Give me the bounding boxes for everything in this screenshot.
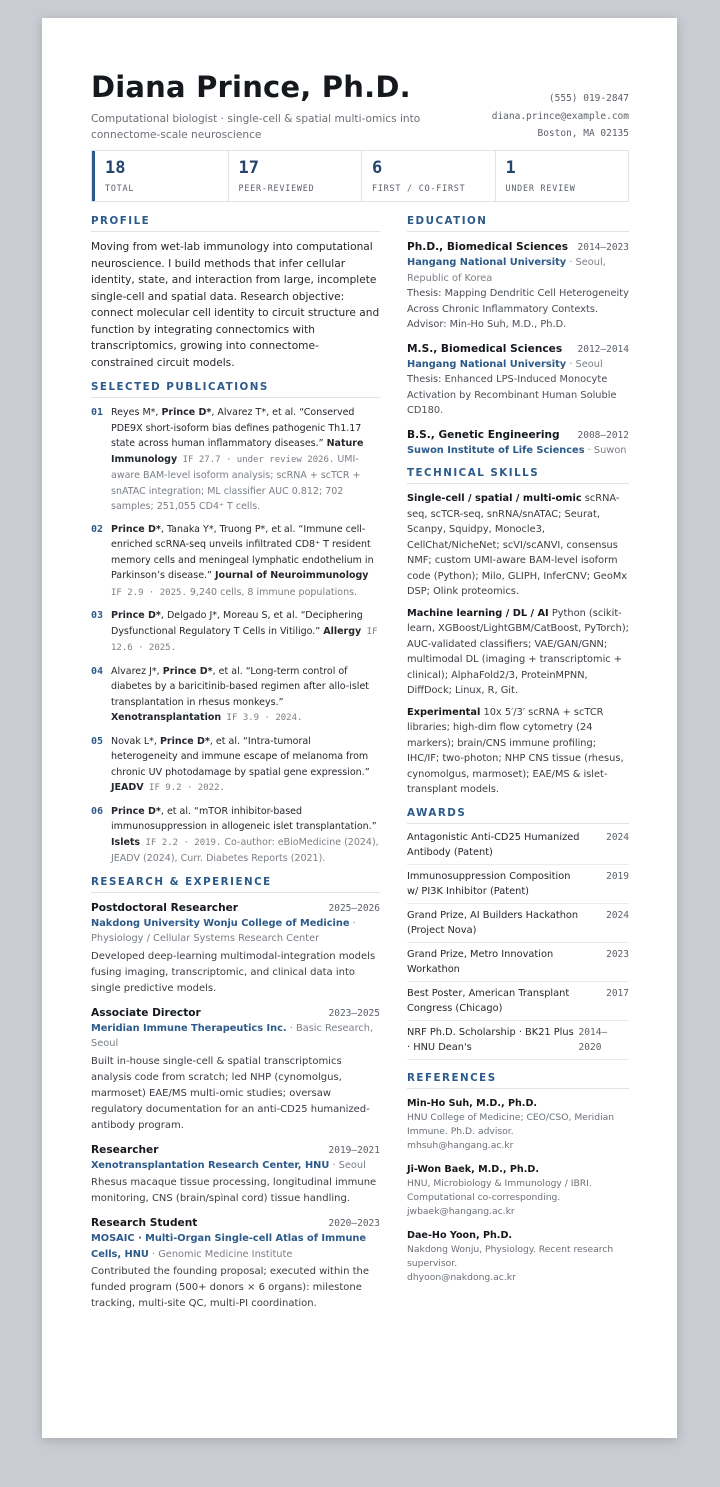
stat-value: 1 bbox=[505, 158, 516, 178]
organization-detail: · Basic Research, Seoul bbox=[91, 1022, 374, 1049]
role-title: Researcher bbox=[91, 1143, 159, 1156]
skill-group bbox=[407, 491, 629, 600]
education-detail: Thesis: Mapping Dendritic Cell Heterogeneity Across Chronic Inflammatory Contexts. bbox=[407, 288, 629, 315]
citation-self-author: Prince D* bbox=[161, 407, 212, 418]
stat-label: PEER-REVIEWED bbox=[238, 183, 315, 193]
date-range: 2008–2012 bbox=[577, 429, 629, 441]
awards-list bbox=[407, 826, 629, 1060]
entry-head bbox=[407, 341, 629, 357]
citation-authors-pre: Reyes M*, bbox=[111, 407, 162, 418]
citation-meta: IF 2.9 · 2025. bbox=[111, 587, 187, 598]
reference-detail: Computational co-corresponding. bbox=[407, 1191, 561, 1203]
citation-meta: IF 12.6 · 2025. bbox=[111, 626, 378, 653]
date-range: 2019–2021 bbox=[328, 1144, 380, 1156]
award-year: 2024 bbox=[606, 831, 629, 843]
role-description: Built in-house single-cell & spatial transcriptomics analysis code from scratch; led NHP (cynomolgus, marmoset) EAE/MS multi-omic studies; oversaw regulatory documentation for an anti-CD25 humanized-antibody program. bbox=[91, 1055, 370, 1131]
reference-detail: HNU, Microbiology & Immunology / IBRI. bbox=[407, 1177, 592, 1189]
award-name: Immunosuppression Composition w/ PI3K Inhibitor (Patent) bbox=[407, 870, 571, 897]
location: Boston, MA 02135 bbox=[537, 128, 629, 139]
reference-name: Dae-Ho Yoon, Ph.D. bbox=[407, 1229, 513, 1241]
citation-journal: Allergy bbox=[323, 625, 362, 637]
experience-list bbox=[91, 900, 380, 1313]
education-entry bbox=[407, 341, 629, 419]
citation-note: 9,240 cells, 8 immune populations. bbox=[186, 586, 358, 598]
education-list bbox=[407, 239, 629, 458]
citation-meta: IF 3.9 · 2024. bbox=[221, 713, 303, 723]
citation-title: , et al. “Intra-tumoral heterogeneity and immune escape of melanoma from chronic UV photodamage by spatial gene expression.” bbox=[111, 735, 370, 778]
reference-detail: supervisor. bbox=[407, 1257, 458, 1269]
stat-label: TOTAL bbox=[105, 183, 135, 193]
education-entry bbox=[407, 427, 629, 459]
degree-title: Ph.D., Biomedical Sciences bbox=[407, 241, 569, 253]
organization-detail: · Physiology / Cellular Systems Research Center bbox=[91, 917, 356, 944]
citation-authors-pre: Novak L*, bbox=[111, 735, 160, 747]
publication-number: 01 bbox=[91, 407, 104, 418]
award-year: 2014–2020 bbox=[578, 1026, 608, 1053]
award-item bbox=[407, 943, 629, 982]
role-description: Rhesus macaque tissue processing, longitudinal immune monitoring, CNS (brain/spinal cord) tissue handling. bbox=[91, 1177, 377, 1204]
publication-item bbox=[91, 522, 380, 602]
reference-item bbox=[407, 1096, 629, 1153]
stat-under-review bbox=[495, 151, 629, 201]
organization bbox=[91, 1231, 380, 1262]
organization bbox=[91, 916, 380, 947]
award-year: 2024 bbox=[606, 909, 629, 921]
publication-item bbox=[91, 804, 380, 867]
skill-group bbox=[407, 606, 629, 699]
profile-text: Moving from wet-lab immunology into computational neuroscience. I build methods that infer cellular identity, state, and interaction from large, incomplete single-cell and spatial data. Research objective: connect molecular cell identity to circuit structure and function by integrating connectomics with transcriptomics, growing into connectome-constrained circuit models. bbox=[91, 241, 380, 369]
degree-title: M.S., Biomedical Sciences bbox=[407, 342, 563, 355]
stat-label: FIRST / CO-FIRST bbox=[372, 183, 466, 193]
publication-citation bbox=[111, 734, 380, 797]
phone: (555) 019-2847 bbox=[548, 93, 629, 104]
education-entry bbox=[407, 239, 629, 333]
skill-text: scRNA-seq, scTCR-seq, snRNA/snATAC; Seurat, Scanpy, Squidpy, Monocle3, CellChat/NicheNet; scVI/scANVI, consensus NMF; custom UMI-aware BAM-level isoform code (Python); Milo, GLIPH, InferCNV; GeoMx DSP; Olink proteomics. bbox=[407, 493, 628, 597]
publication-item bbox=[91, 664, 380, 727]
experience-entry bbox=[91, 1142, 380, 1208]
skills-heading: TECHNICAL SKILLS bbox=[407, 467, 629, 484]
organization bbox=[91, 1021, 380, 1052]
entry-head bbox=[91, 1142, 380, 1158]
institution-name: Hangang National University bbox=[407, 257, 567, 268]
references-heading: REFERENCES bbox=[407, 1072, 629, 1089]
publication-citation bbox=[111, 664, 380, 727]
reference-detail: Immune. Ph.D. advisor. bbox=[407, 1125, 514, 1137]
citation-title: , Delgado J*, Moreau S, et al. “Deciphering Dysfunctional Regulatory T Cells in Vitiligo.” bbox=[111, 610, 363, 637]
institution bbox=[407, 443, 629, 459]
stat-peer-reviewed bbox=[228, 151, 362, 201]
tagline: Computational biologist · single-cell & spatial multi-omics into connectome-scale neuroscience bbox=[91, 113, 421, 141]
publication-number: 05 bbox=[91, 735, 104, 747]
date-range: 2012–2014 bbox=[577, 343, 629, 355]
organization-name: Xenotransplantation Research Center, HNU bbox=[91, 1159, 330, 1171]
skill-label: Single-cell / spatial / multi-omic bbox=[407, 493, 582, 504]
publication-item bbox=[91, 405, 380, 515]
institution-location: · Suwon bbox=[584, 444, 627, 456]
citation-self-author: Prince D* bbox=[111, 523, 161, 535]
citation-note: UMI-aware BAM-level isoform analysis; scRNA + scTCR + snATAC integration; ML classifier AUC 0.812; 702 samples; 251,055 CD4⁺ T cells. bbox=[111, 453, 361, 512]
reference-email[interactable]: dhyoon@nakdong.ac.kr bbox=[407, 1271, 516, 1283]
institution bbox=[407, 357, 629, 373]
publication-list bbox=[91, 405, 380, 867]
stat-value: 6 bbox=[372, 158, 383, 178]
publication-citation bbox=[111, 608, 380, 657]
entry-head bbox=[91, 1005, 380, 1021]
skills-list bbox=[407, 491, 629, 798]
email-link[interactable]: diana.prince@example.com bbox=[491, 110, 629, 122]
experience-heading: RESEARCH & EXPERIENCE bbox=[91, 876, 380, 893]
citation-meta: IF 9.2 · 2022. bbox=[143, 783, 225, 793]
reference-email[interactable]: mhsuh@hangang.ac.kr bbox=[407, 1139, 514, 1151]
role-title: Research Student bbox=[91, 1217, 198, 1229]
award-item bbox=[407, 865, 629, 904]
organization-name: Nakdong University Wonju College of Medicine bbox=[91, 917, 350, 929]
publication-number: 02 bbox=[91, 523, 104, 535]
stat-value: 18 bbox=[105, 158, 126, 178]
date-range: 2020–2023 bbox=[328, 1218, 380, 1229]
contact-block bbox=[492, 90, 629, 143]
stat-value: 17 bbox=[238, 158, 259, 178]
award-year: 2017 bbox=[606, 987, 629, 999]
award-name: NRF Ph.D. Scholarship · BK21 Plus · HNU Dean's bbox=[407, 1026, 574, 1053]
citation-journal: Xenotransplantation bbox=[111, 712, 222, 723]
experience-entry bbox=[91, 900, 380, 997]
award-name: Best Poster, American Transplant Congress (Chicago) bbox=[407, 987, 570, 1014]
citation-meta: IF 2.2 · 2019. bbox=[140, 837, 222, 848]
publication-stats bbox=[91, 150, 629, 202]
resume-page bbox=[42, 18, 677, 1438]
entry-head bbox=[407, 239, 629, 255]
name-block bbox=[91, 70, 421, 143]
date-range: 2023–2025 bbox=[328, 1007, 380, 1019]
citation-journal: Journal of Neuroimmunology bbox=[215, 570, 369, 581]
profile-heading: PROFILE bbox=[91, 215, 380, 232]
date-range: 2025–2026 bbox=[328, 902, 380, 914]
skill-label: Machine learning / DL / AI bbox=[407, 607, 549, 619]
institution bbox=[407, 255, 629, 286]
publication-number: 04 bbox=[91, 665, 104, 677]
award-name: Antagonistic Anti-CD25 Humanized Antibody (Patent) bbox=[407, 831, 580, 858]
organization-detail: · Genomic Medicine Institute bbox=[148, 1248, 293, 1260]
citation-journal: JEADV bbox=[111, 782, 144, 793]
citation-authors-pre: Alvarez J*, bbox=[111, 665, 163, 677]
publication-item bbox=[91, 734, 380, 797]
role-title: Postdoctoral Researcher bbox=[91, 901, 239, 914]
citation-self-author: Prince D* bbox=[111, 610, 161, 621]
publication-citation bbox=[111, 522, 380, 602]
reference-detail: Nakdong Wonju, Physiology. Recent research bbox=[407, 1243, 614, 1255]
reference-item bbox=[407, 1162, 629, 1219]
award-year: 2019 bbox=[606, 870, 629, 882]
entry-head bbox=[91, 1215, 380, 1231]
publication-number: 03 bbox=[91, 610, 104, 621]
award-year: 2023 bbox=[606, 948, 629, 960]
stat-total bbox=[92, 151, 228, 201]
role-title: Associate Director bbox=[91, 1006, 201, 1019]
reference-email[interactable]: jwbaek@hangang.ac.kr bbox=[407, 1205, 515, 1217]
role-description: Contributed the founding proposal; executed within the funded program (500+ donors × 6 organs): milestone tracking, multi-site QC, multi-PI coordination. bbox=[91, 1266, 370, 1309]
publication-number: 06 bbox=[91, 805, 104, 817]
skill-label: Experimental bbox=[407, 706, 481, 718]
citation-title: , et al. “mTOR inhibitor-based immunosuppression in allogeneic islet transplantation.” bbox=[111, 805, 377, 832]
education-detail: Advisor: Min-Ho Suh, M.D., Ph.D. bbox=[407, 319, 567, 330]
publication-citation bbox=[111, 405, 380, 515]
citation-note: Co-author: eBioMedicine (2024), JEADV (2024), Curr. Diabetes Reports (2021). bbox=[111, 836, 379, 864]
entry-head bbox=[91, 900, 380, 916]
reference-detail: HNU College of Medicine; CEO/CSO, Meridian bbox=[407, 1111, 615, 1123]
institution-name: Hangang National University bbox=[407, 358, 567, 370]
skill-group bbox=[407, 705, 629, 798]
citation-self-author: Prince D* bbox=[162, 665, 213, 677]
skill-text: Python (scikit-learn, XGBoost/LightGBM/CatBoost, PyTorch); AUC-validated classifiers; VAE/GAN/GNN; multimodal DL (imaging + transcriptomic + clinical); AlphaFold2/3, ProteinMPNN, DiffDock; Linux, R, Git. bbox=[407, 607, 629, 696]
institution-name: Suwon Institute of Life Sciences bbox=[407, 444, 585, 456]
reference-name: Min-Ho Suh, M.D., Ph.D. bbox=[407, 1097, 538, 1109]
citation-title: , et al. “Long-term control of diabetes by a baricitinib-based regimen after allo-islet transplantation in rhesus monkeys.” bbox=[111, 665, 370, 708]
entry-head bbox=[407, 427, 629, 443]
reference-item bbox=[407, 1228, 629, 1285]
resume-header bbox=[91, 70, 629, 150]
awards-heading: AWARDS bbox=[407, 807, 629, 824]
citation-journal: Islets bbox=[111, 836, 141, 848]
organization-detail: · Seoul bbox=[329, 1159, 366, 1171]
institution-location: · Seoul, Republic of Korea bbox=[407, 257, 606, 284]
publications-heading: SELECTED PUBLICATIONS bbox=[91, 381, 380, 398]
award-item bbox=[407, 904, 629, 943]
citation-title: , Tanaka Y*, Truong P*, et al. “Immune cell-enriched scRNA-seq unveils infiltrated CD8⁺ T resident memory cells and meningeal lymphatic endothelium in Parkinson’s disease.” bbox=[111, 523, 374, 581]
education-heading: EDUCATION bbox=[407, 215, 629, 232]
stat-first-author bbox=[361, 151, 495, 201]
reference-name: Ji-Won Baek, M.D., Ph.D. bbox=[407, 1163, 539, 1175]
award-item bbox=[407, 1021, 629, 1060]
citation-meta: IF 27.7 · under review 2026. bbox=[177, 454, 335, 465]
citation-self-author: Prince D* bbox=[159, 735, 210, 747]
candidate-name: Diana Prince, Ph.D. bbox=[91, 70, 411, 104]
experience-entry bbox=[91, 1005, 380, 1134]
date-range: 2014–2023 bbox=[577, 242, 629, 253]
publication-item bbox=[91, 608, 380, 657]
organization bbox=[91, 1158, 380, 1174]
experience-entry bbox=[91, 1215, 380, 1312]
award-item bbox=[407, 982, 629, 1021]
stat-label: UNDER REVIEW bbox=[505, 183, 576, 193]
education-detail: Thesis: Enhanced LPS-Induced Monocyte Activation by Recombinant Human Soluble CD180. bbox=[407, 374, 617, 416]
role-description: Developed deep-learning multimodal-integration models fusing imaging, transcriptomic, and clinical data into single predictive models. bbox=[91, 950, 376, 994]
left-column bbox=[91, 215, 380, 1320]
citation-self-author: Prince D* bbox=[111, 805, 161, 817]
publication-citation bbox=[111, 804, 380, 867]
references-list bbox=[407, 1096, 629, 1285]
resume-columns bbox=[91, 215, 629, 1320]
organization-name: MOSAIC · Multi-Organ Single-cell Atlas of Immune Cells, HNU bbox=[91, 1233, 367, 1260]
degree-title: B.S., Genetic Engineering bbox=[407, 428, 560, 441]
right-column bbox=[407, 215, 629, 1320]
skill-text: 10x 5′/3′ scRNA + scTCR libraries; high-dim flow cytometry (24 markers); brain/CNS immune profiling; IHC/IF; two-photon; NHP CNS tissue (rhesus, cynomolgus, marmoset); EAE/MS & islet-transplant models. bbox=[407, 706, 624, 795]
award-name: Grand Prize, AI Builders Hackathon (Project Nova) bbox=[407, 909, 579, 936]
award-item bbox=[407, 826, 629, 865]
citation-journal: Nature Immunology bbox=[111, 438, 364, 465]
citation-title: , Alvarez T*, et al. “Conserved PDE9X short-isoform bias defines pathogenic Th1.17 state across human inflammatory diseases.” bbox=[111, 407, 362, 449]
organization-name: Meridian Immune Therapeutics Inc. bbox=[91, 1022, 287, 1034]
institution-location: · Seoul bbox=[566, 358, 603, 370]
award-name: Grand Prize, Metro Innovation Workathon bbox=[407, 948, 554, 975]
